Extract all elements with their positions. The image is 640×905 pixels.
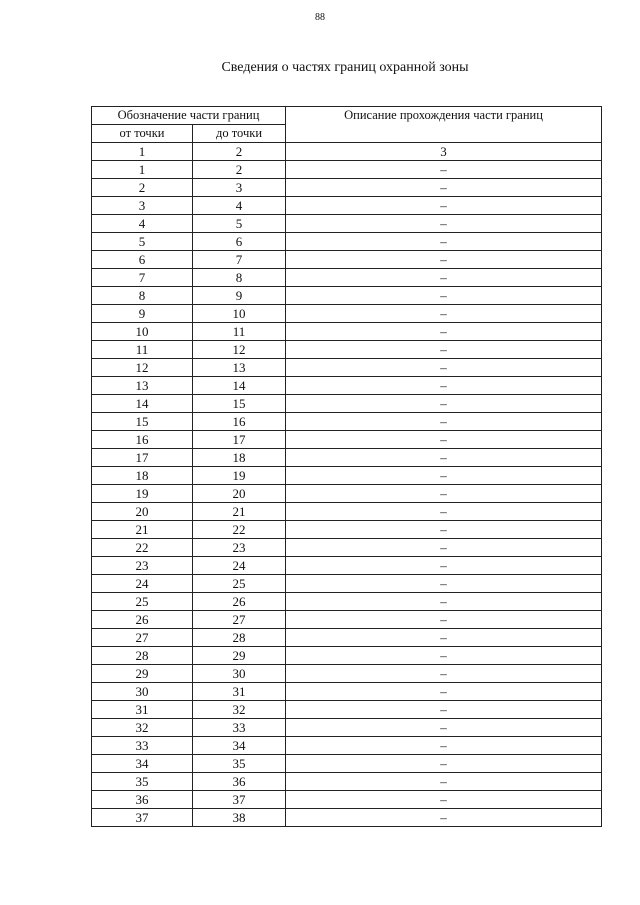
to-point-cell: 37 <box>193 791 286 809</box>
table-row <box>92 539 602 557</box>
table-row <box>92 179 602 197</box>
table-row <box>92 593 602 611</box>
table-row <box>92 683 602 701</box>
to-point-cell: 16 <box>193 413 286 431</box>
page-number: 88 <box>315 12 325 23</box>
table-row <box>92 341 602 359</box>
to-point-cell: 7 <box>193 251 286 269</box>
table-row <box>92 431 602 449</box>
description-cell: – <box>286 179 602 197</box>
description-cell: – <box>286 305 602 323</box>
description-cell: – <box>286 287 602 305</box>
description-cell: – <box>286 377 602 395</box>
description-cell: – <box>286 467 602 485</box>
from-point-cell: 21 <box>92 521 193 539</box>
table-row <box>92 503 602 521</box>
column-number: 3 <box>286 143 602 161</box>
from-point-cell: 22 <box>92 539 193 557</box>
description-cell: – <box>286 755 602 773</box>
header-boundary-designation: Обозначение части границ <box>92 107 286 125</box>
table-row <box>92 197 602 215</box>
description-cell: – <box>286 737 602 755</box>
column-number: 1 <box>92 143 193 161</box>
description-cell: – <box>286 431 602 449</box>
description-cell: – <box>286 503 602 521</box>
from-point-cell: 11 <box>92 341 193 359</box>
to-point-cell: 32 <box>193 701 286 719</box>
table-row <box>92 269 602 287</box>
from-point-cell: 7 <box>92 269 193 287</box>
to-point-cell: 29 <box>193 647 286 665</box>
header-description: Описание прохождения части границ <box>286 107 602 143</box>
table-row <box>92 287 602 305</box>
from-point-cell: 26 <box>92 611 193 629</box>
to-point-cell: 33 <box>193 719 286 737</box>
to-point-cell: 2 <box>193 161 286 179</box>
from-point-cell: 35 <box>92 773 193 791</box>
document-title: Сведения о частях границ охранной зоны <box>221 60 469 75</box>
table-row <box>92 413 602 431</box>
table-row <box>92 467 602 485</box>
table-row <box>92 647 602 665</box>
description-cell: – <box>286 593 602 611</box>
from-point-cell: 3 <box>92 197 193 215</box>
table-row <box>92 359 602 377</box>
column-number-row <box>92 143 602 161</box>
table-row <box>92 629 602 647</box>
to-point-cell: 34 <box>193 737 286 755</box>
from-point-cell: 32 <box>92 719 193 737</box>
description-cell: – <box>286 683 602 701</box>
to-point-cell: 35 <box>193 755 286 773</box>
table-row <box>92 575 602 593</box>
from-point-cell: 24 <box>92 575 193 593</box>
description-cell: – <box>286 341 602 359</box>
from-point-cell: 5 <box>92 233 193 251</box>
to-point-cell: 5 <box>193 215 286 233</box>
from-point-cell: 14 <box>92 395 193 413</box>
table-row <box>92 773 602 791</box>
description-cell: – <box>286 359 602 377</box>
description-cell: – <box>286 791 602 809</box>
from-point-cell: 36 <box>92 791 193 809</box>
table-header <box>92 107 602 161</box>
from-point-cell: 29 <box>92 665 193 683</box>
table-row <box>92 395 602 413</box>
table-row <box>92 323 602 341</box>
to-point-cell: 18 <box>193 449 286 467</box>
table-row <box>92 251 602 269</box>
to-point-cell: 15 <box>193 395 286 413</box>
from-point-cell: 6 <box>92 251 193 269</box>
description-cell: – <box>286 197 602 215</box>
table-row <box>92 377 602 395</box>
from-point-cell: 27 <box>92 629 193 647</box>
description-cell: – <box>286 557 602 575</box>
from-point-cell: 18 <box>92 467 193 485</box>
description-cell: – <box>286 647 602 665</box>
to-point-cell: 23 <box>193 539 286 557</box>
table-row <box>92 665 602 683</box>
description-cell: – <box>286 809 602 827</box>
to-point-cell: 36 <box>193 773 286 791</box>
description-cell: – <box>286 413 602 431</box>
description-cell: – <box>286 539 602 557</box>
description-cell: – <box>286 701 602 719</box>
description-cell: – <box>286 269 602 287</box>
table-row <box>92 557 602 575</box>
table-row <box>92 521 602 539</box>
to-point-cell: 24 <box>193 557 286 575</box>
description-cell: – <box>286 161 602 179</box>
to-point-cell: 20 <box>193 485 286 503</box>
from-point-cell: 15 <box>92 413 193 431</box>
to-point-cell: 12 <box>193 341 286 359</box>
table-row <box>92 611 602 629</box>
to-point-cell: 6 <box>193 233 286 251</box>
description-cell: – <box>286 719 602 737</box>
to-point-cell: 10 <box>193 305 286 323</box>
header-from-point: от точки <box>92 125 193 143</box>
from-point-cell: 19 <box>92 485 193 503</box>
description-cell: – <box>286 449 602 467</box>
description-cell: – <box>286 485 602 503</box>
from-point-cell: 25 <box>92 593 193 611</box>
to-point-cell: 9 <box>193 287 286 305</box>
from-point-cell: 34 <box>92 755 193 773</box>
to-point-cell: 17 <box>193 431 286 449</box>
table-row <box>92 701 602 719</box>
description-cell: – <box>286 323 602 341</box>
from-point-cell: 30 <box>92 683 193 701</box>
to-point-cell: 13 <box>193 359 286 377</box>
description-cell: – <box>286 629 602 647</box>
from-point-cell: 8 <box>92 287 193 305</box>
description-cell: – <box>286 611 602 629</box>
description-cell: – <box>286 251 602 269</box>
from-point-cell: 17 <box>92 449 193 467</box>
from-point-cell: 1 <box>92 161 193 179</box>
description-cell: – <box>286 575 602 593</box>
table-row <box>92 791 602 809</box>
description-cell: – <box>286 395 602 413</box>
to-point-cell: 22 <box>193 521 286 539</box>
to-point-cell: 31 <box>193 683 286 701</box>
from-point-cell: 13 <box>92 377 193 395</box>
to-point-cell: 27 <box>193 611 286 629</box>
from-point-cell: 37 <box>92 809 193 827</box>
table-row <box>92 485 602 503</box>
from-point-cell: 16 <box>92 431 193 449</box>
table-row <box>92 719 602 737</box>
table-row <box>92 161 602 179</box>
from-point-cell: 23 <box>92 557 193 575</box>
table-row <box>92 449 602 467</box>
from-point-cell: 20 <box>92 503 193 521</box>
to-point-cell: 3 <box>193 179 286 197</box>
from-point-cell: 9 <box>92 305 193 323</box>
table-row <box>92 755 602 773</box>
from-point-cell: 12 <box>92 359 193 377</box>
description-cell: – <box>286 521 602 539</box>
from-point-cell: 31 <box>92 701 193 719</box>
to-point-cell: 8 <box>193 269 286 287</box>
table-row <box>92 737 602 755</box>
to-point-cell: 26 <box>193 593 286 611</box>
to-point-cell: 19 <box>193 467 286 485</box>
from-point-cell: 2 <box>92 179 193 197</box>
from-point-cell: 10 <box>92 323 193 341</box>
to-point-cell: 25 <box>193 575 286 593</box>
description-cell: – <box>286 773 602 791</box>
description-cell: – <box>286 665 602 683</box>
table-row <box>92 809 602 827</box>
to-point-cell: 21 <box>193 503 286 521</box>
to-point-cell: 4 <box>193 197 286 215</box>
description-cell: – <box>286 233 602 251</box>
to-point-cell: 14 <box>193 377 286 395</box>
table-body <box>92 161 602 827</box>
table-row <box>92 233 602 251</box>
description-cell: – <box>286 215 602 233</box>
boundary-parts-table <box>91 106 602 827</box>
to-point-cell: 11 <box>193 323 286 341</box>
table-row <box>92 215 602 233</box>
table-row <box>92 305 602 323</box>
from-point-cell: 28 <box>92 647 193 665</box>
from-point-cell: 4 <box>92 215 193 233</box>
from-point-cell: 33 <box>92 737 193 755</box>
to-point-cell: 38 <box>193 809 286 827</box>
column-number: 2 <box>193 143 286 161</box>
to-point-cell: 28 <box>193 629 286 647</box>
header-to-point: до точки <box>193 125 286 143</box>
to-point-cell: 30 <box>193 665 286 683</box>
